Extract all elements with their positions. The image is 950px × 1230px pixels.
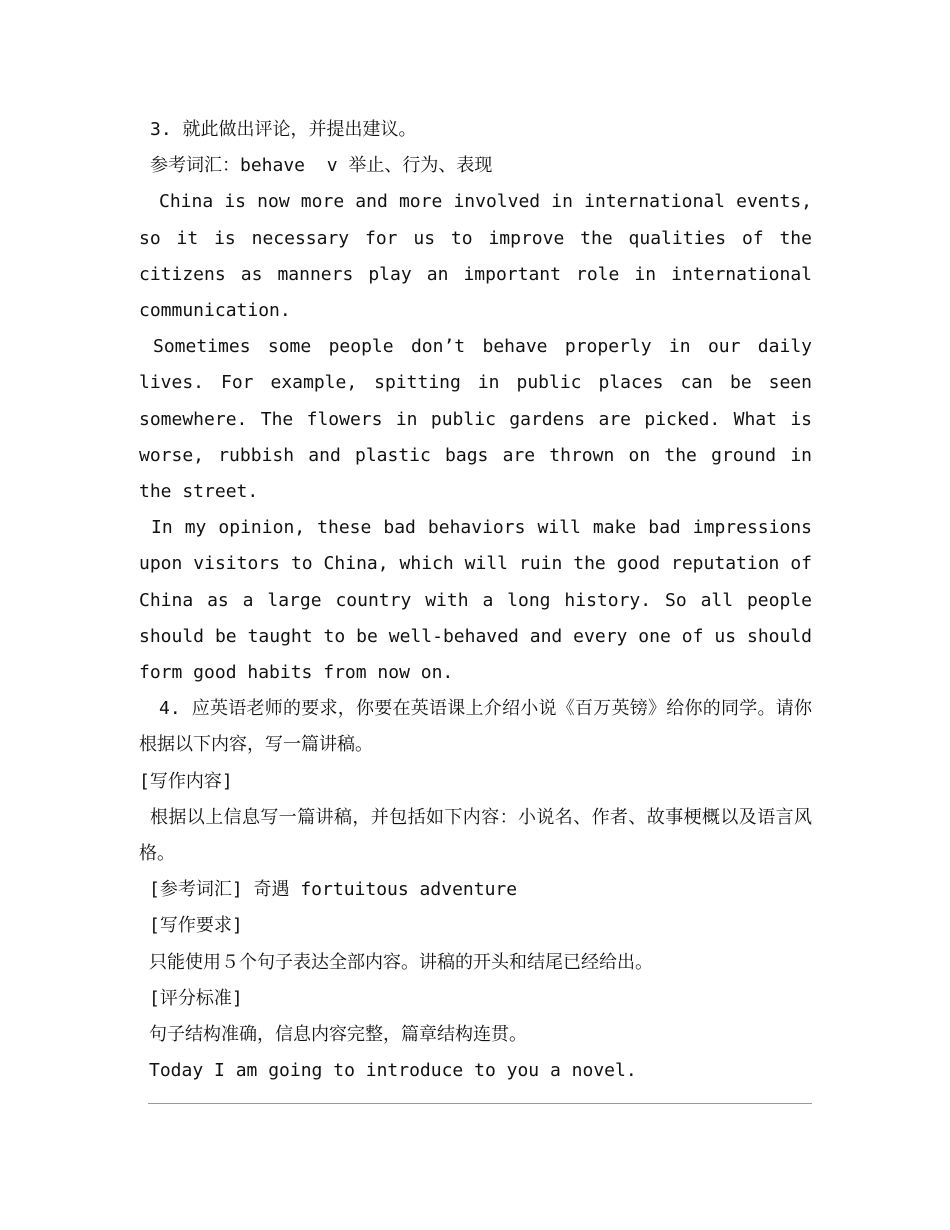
item4-prompt bbox=[139, 691, 812, 763]
scoring-heading: [评分标准] bbox=[149, 987, 243, 1009]
scoring-body: 句子结构准确，信息内容完整，篇章结构连贯。 bbox=[149, 1023, 527, 1045]
item4-prompt-text: 4. 应英语老师的要求，你要在英语课上介绍小说《百万英镑》给你的同学。请你根据以下内容，写一篇讲稿。 bbox=[139, 698, 812, 756]
essay-paragraph-1 bbox=[139, 184, 812, 329]
essay-paragraph-2 bbox=[139, 329, 812, 510]
essay-paragraph-1-text: China is now more and more involved in international events, so it is necessary for us to improve the qualities of the citizens as manners play an important role in international communication. bbox=[139, 191, 812, 321]
reference-vocab: [参考词汇] 奇遇 fortuitous adventure bbox=[149, 879, 518, 901]
item3-title: 3. 就此做出评论，并提出建议。 bbox=[150, 119, 417, 140]
item3-vocab: 参考词汇：behave v 举止、行为、表现 bbox=[150, 155, 493, 177]
writing-requirements-heading: [写作要求] bbox=[149, 915, 243, 937]
writing-content-body-text: 根据以上信息写一篇讲稿，并包括如下内容：小说名、作者、故事梗概以及语言风格。 bbox=[139, 806, 812, 865]
essay-paragraph-3 bbox=[139, 510, 812, 691]
opening-sentence: Today I am going to introduce to you a novel. bbox=[149, 1060, 637, 1082]
writing-content-body bbox=[139, 800, 812, 872]
writing-requirements-body: 只能使用５个句子表达全部内容。讲稿的开头和结尾已经给出。 bbox=[149, 951, 653, 973]
essay-paragraph-2-text: Sometimes some people don’t behave properly in our daily lives. For example, spitting in public places can be seen somewhere. The flowers in public gardens are picked. What is worse, rubbish and plastic bags are thrown on the ground in the street. bbox=[139, 336, 812, 502]
document-page bbox=[139, 112, 812, 1089]
writing-content-heading: [写作内容] bbox=[139, 770, 233, 792]
essay-paragraph-3-text: In my opinion, these bad behaviors will make bad impressions upon visitors to China, which will ruin the good reputation of China as a large country with a long history. So all people should be taught to be well-behaved and every one of us should form good habits from now on. bbox=[139, 517, 812, 684]
footer-divider bbox=[148, 1103, 812, 1104]
